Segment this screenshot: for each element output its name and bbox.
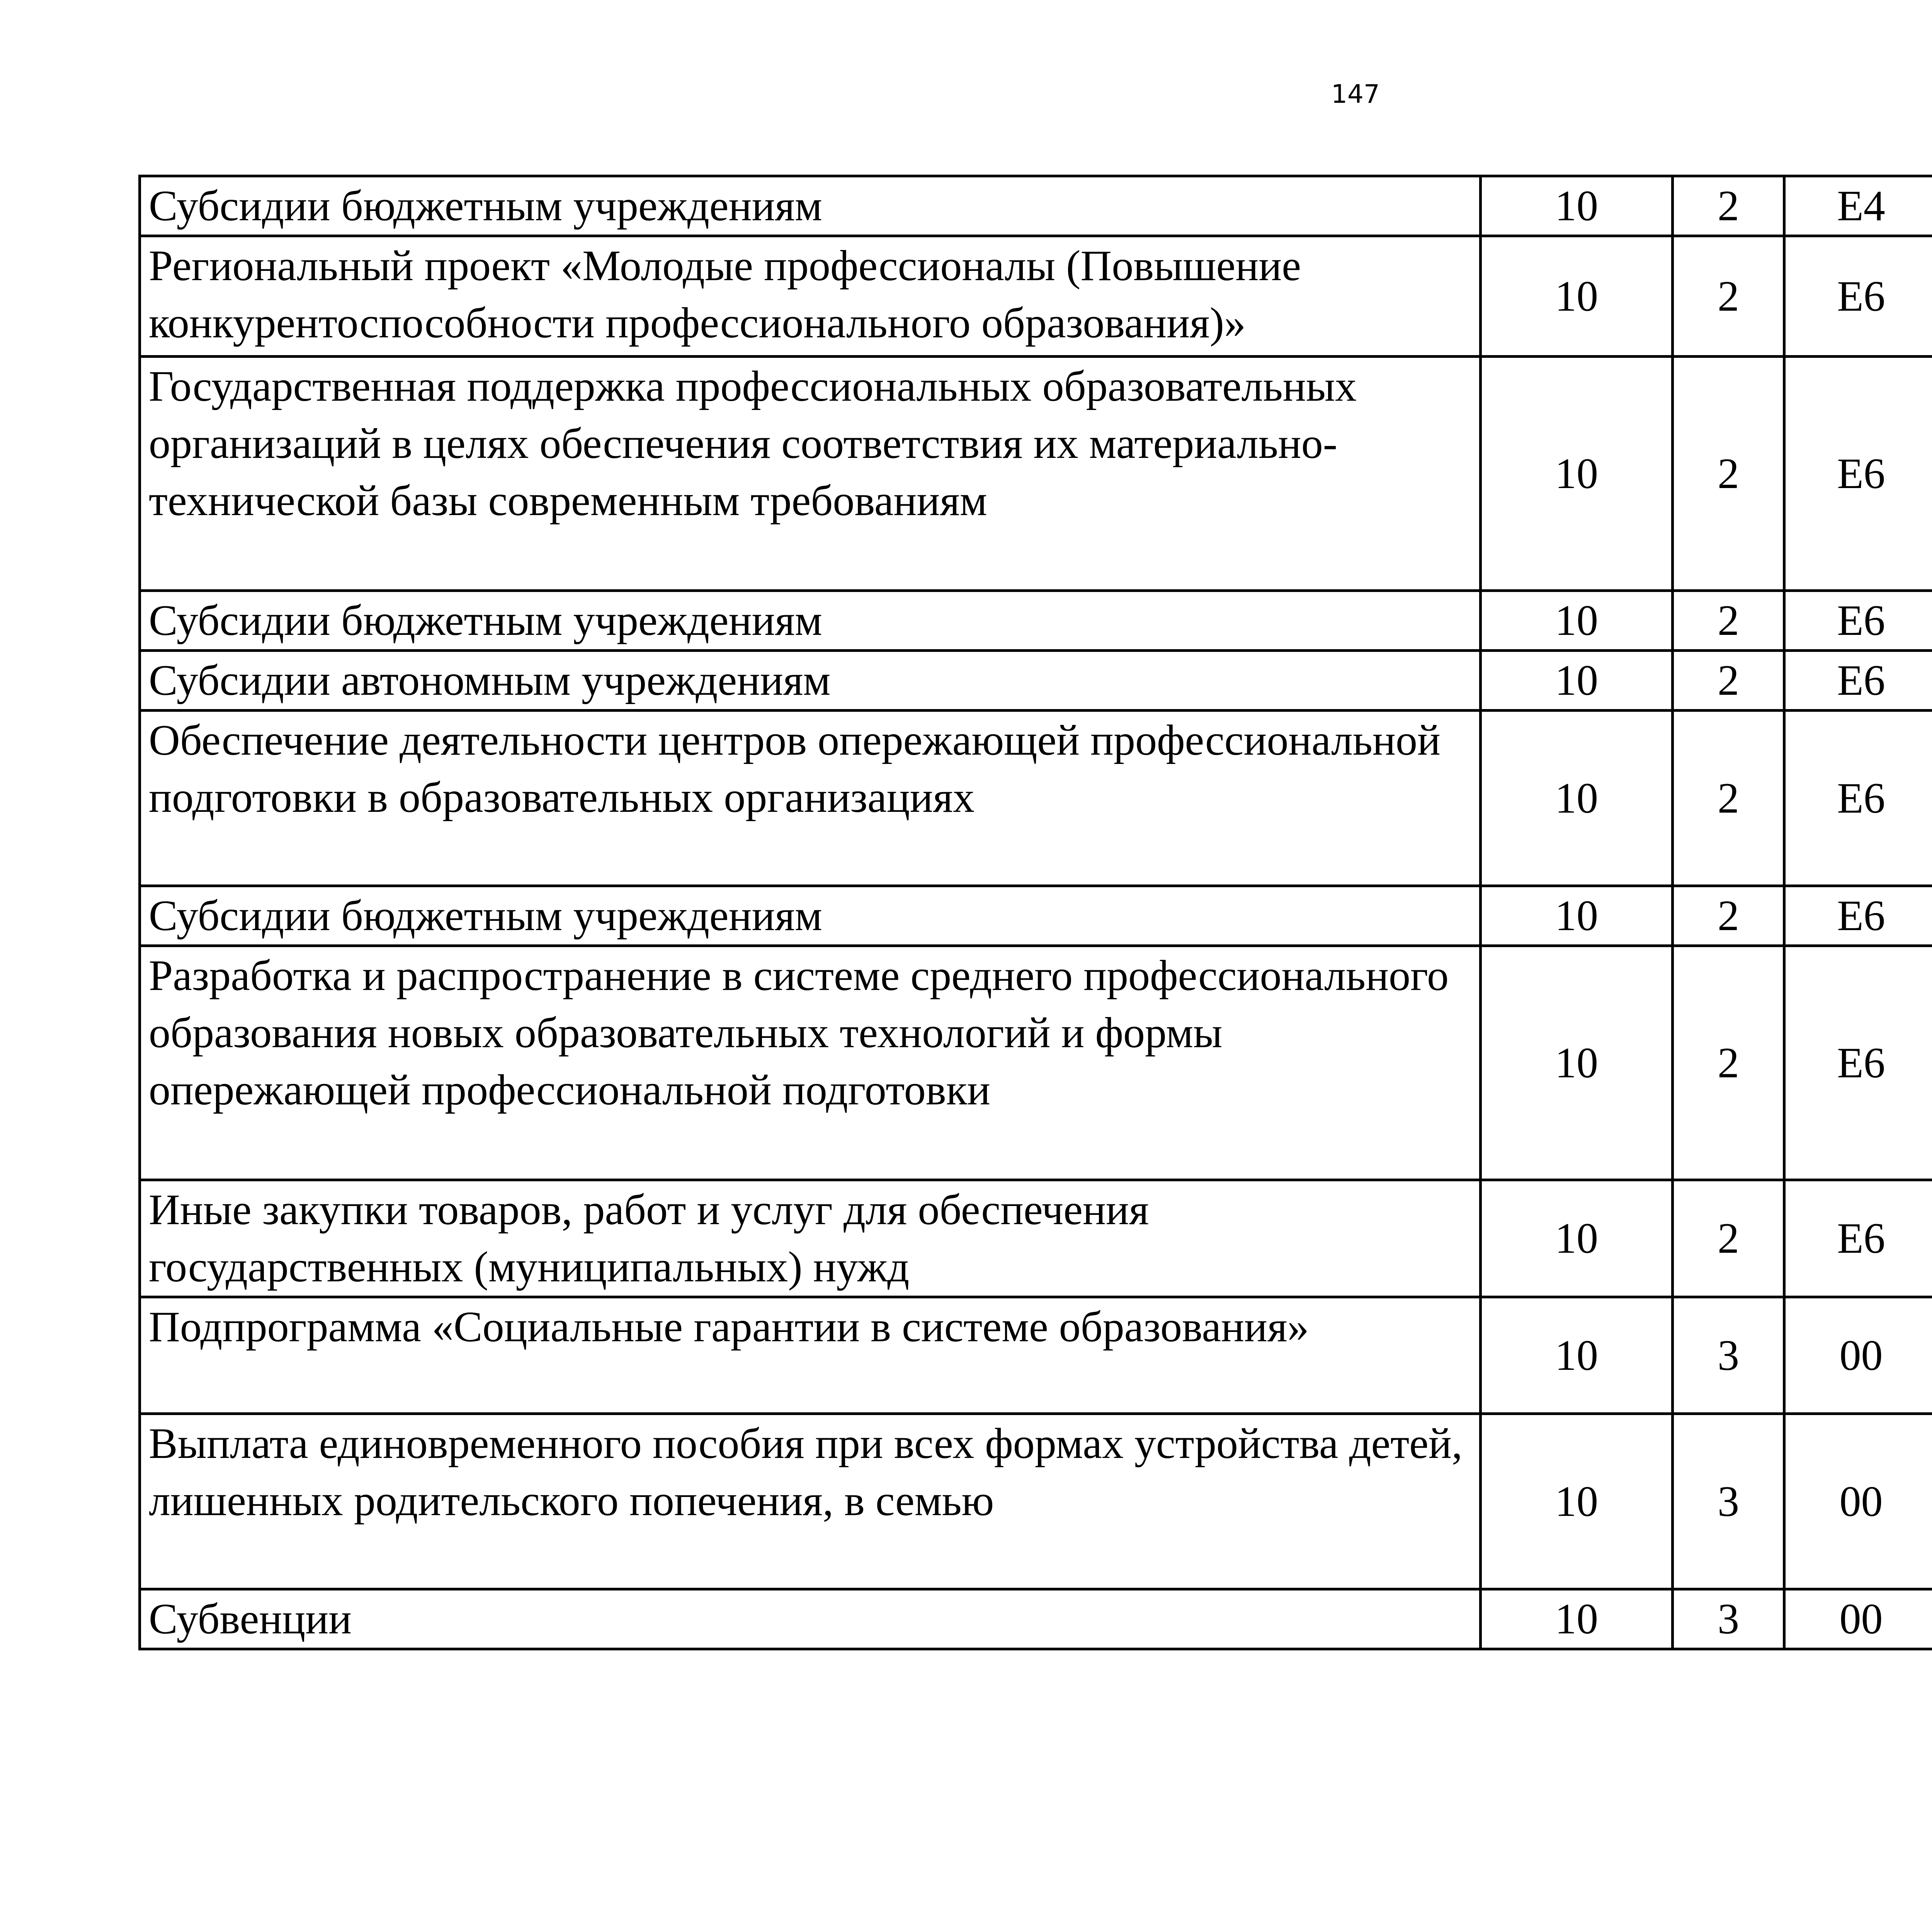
row-program-code: Е6 — [1784, 236, 1932, 357]
row-name: Иные закупки товаров, работ и услуг для обеспечения государственных (муниципальных) нужд — [140, 1180, 1481, 1297]
row-program-code: Е6 — [1784, 886, 1932, 946]
row-name: Субсидии бюджетным учреждениям — [140, 591, 1481, 651]
row-name: Подпрограмма «Социальные гарантии в системе образования» — [140, 1297, 1481, 1414]
row-name: Государственная поддержка профессиональных образовательных организаций в целях обеспечения соответствия их материально-технической базы современным требованиям — [140, 357, 1481, 591]
row-program-code: Е6 — [1784, 1180, 1932, 1297]
page-number: 147 — [1331, 79, 1380, 109]
row-program-code: 00 — [1784, 1414, 1932, 1589]
row-subsection-code: 3 — [1673, 1589, 1784, 1649]
row-section-code: 10 — [1481, 1589, 1673, 1649]
row-section-code: 10 — [1481, 1180, 1673, 1297]
budget-table — [138, 175, 1932, 1650]
row-subsection-code: 2 — [1673, 946, 1784, 1180]
row-subsection-code: 2 — [1673, 357, 1784, 591]
table-row — [140, 1414, 1932, 1589]
row-section-code: 10 — [1481, 236, 1673, 357]
row-section-code: 10 — [1481, 357, 1673, 591]
row-subsection-code: 2 — [1673, 236, 1784, 357]
row-program-code: Е6 — [1784, 946, 1932, 1180]
table-row — [140, 1180, 1932, 1297]
row-name: Региональный проект «Молодые профессионалы (Повышение конкурентоспособности профессионального образования)» — [140, 236, 1481, 357]
row-section-code: 10 — [1481, 591, 1673, 651]
row-section-code: 10 — [1481, 176, 1673, 236]
row-subsection-code: 2 — [1673, 176, 1784, 236]
table-row — [140, 1297, 1932, 1414]
table-row — [140, 176, 1932, 236]
row-program-code: 00 — [1784, 1297, 1932, 1414]
row-section-code: 10 — [1481, 886, 1673, 946]
table-row — [140, 946, 1932, 1180]
row-name: Разработка и распространение в системе среднего профессионального образования новых образовательных технологий и формы опережающей профессиональной подготовки — [140, 946, 1481, 1180]
row-subsection-code: 3 — [1673, 1297, 1784, 1414]
row-section-code: 10 — [1481, 1297, 1673, 1414]
table-row — [140, 591, 1932, 651]
table-row — [140, 886, 1932, 946]
row-name: Субсидии автономным учреждениям — [140, 651, 1481, 711]
row-section-code: 10 — [1481, 651, 1673, 711]
row-subsection-code: 2 — [1673, 711, 1784, 886]
row-program-code: Е6 — [1784, 711, 1932, 886]
row-program-code: Е4 — [1784, 176, 1932, 236]
table-row — [140, 711, 1932, 886]
table-row — [140, 1589, 1932, 1649]
row-subsection-code: 2 — [1673, 886, 1784, 946]
row-name: Выплата единовременного пособия при всех формах устройства детей, лишенных родительского попечения, в семью — [140, 1414, 1481, 1589]
row-name: Обеспечение деятельности центров опережающей профессиональной подготовки в образовательных организациях — [140, 711, 1481, 886]
row-section-code: 10 — [1481, 711, 1673, 886]
row-name: Субвенции — [140, 1589, 1481, 1649]
row-program-code: Е6 — [1784, 357, 1932, 591]
row-name: Субсидии бюджетным учреждениям — [140, 886, 1481, 946]
row-subsection-code: 2 — [1673, 1180, 1784, 1297]
row-program-code: 00 — [1784, 1589, 1932, 1649]
row-section-code: 10 — [1481, 1414, 1673, 1589]
table-row — [140, 236, 1932, 357]
row-subsection-code: 2 — [1673, 591, 1784, 651]
row-name: Субсидии бюджетным учреждениям — [140, 176, 1481, 236]
row-program-code: Е6 — [1784, 591, 1932, 651]
row-program-code: Е6 — [1784, 651, 1932, 711]
row-subsection-code: 3 — [1673, 1414, 1784, 1589]
row-section-code: 10 — [1481, 946, 1673, 1180]
table-row — [140, 357, 1932, 591]
row-subsection-code: 2 — [1673, 651, 1784, 711]
table-row — [140, 651, 1932, 711]
